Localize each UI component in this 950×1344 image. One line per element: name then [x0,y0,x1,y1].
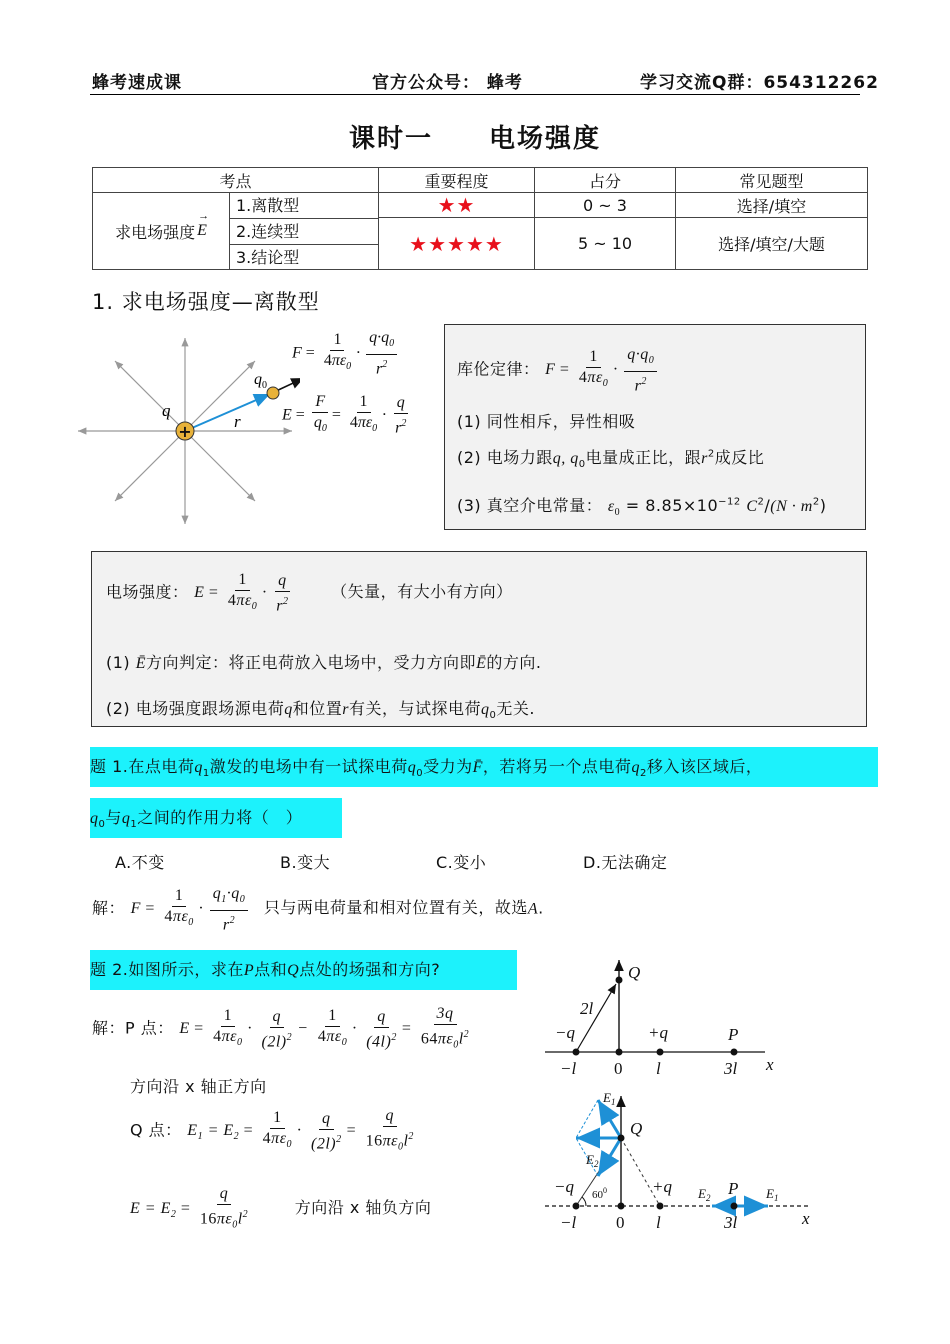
table-header-row [93,168,868,193]
fig3-E1: $E_1$ [603,1090,616,1107]
q-label: q [162,401,171,420]
fig2-2l: 2l [580,999,594,1018]
stars-discrete: ★★ [379,193,535,218]
field-line-1: (1) Ē方向判定：将正电荷放入电场中，受力方向即Ē的方向. [106,653,542,672]
lesson-title: 课时一 电场强度 [348,124,601,154]
stars-continuous: ★★★★★ [379,218,535,270]
field-formula-fig: E = $\frac{F}{q_0}$ = $\frac{1}{4\pi\varepsilon_0}$ · $\frac{q}{r^2}$ [282,393,407,437]
fig2-l: l [656,1059,661,1078]
problem1-line2: $q_0$与$q_1$之间的作用力将（ ） [90,798,342,838]
fig3-minus-q: −q [554,1177,574,1196]
plus-sign: + [178,422,192,441]
table-row [93,193,868,218]
fig3-Q: Q [630,1119,643,1138]
topic-continuous: 2.连续型 [230,219,378,245]
topic-discrete: 1.离散型 [230,193,378,219]
fig3-neg-l: −l [560,1213,577,1232]
group-cell [93,193,379,270]
coulomb-item-2: (2) 电场力跟q, $q_0$电量成正比，跟$r^2$成反比 [457,448,765,471]
fig3-x: x [802,1209,810,1228]
coulomb-box [444,324,866,530]
q-point-solution: Q 点： $E_1 = E_2$ = $\frac{1}{4\pi\varepsilon_0}$ · $\frac{q}{(2l)^2}$ = $\frac{q}{16\pi\varepsilon_0l^2}$ [130,1107,414,1153]
q0-label: $q_0$ [254,371,267,391]
fig3-3l: 3l [724,1213,738,1232]
fig2-P: P [728,1025,739,1044]
fig3-l: l [656,1213,661,1232]
types-discrete: 选择/填空 [676,193,868,218]
th-types: 常见题型 [676,168,868,193]
section-heading: 1. 求电场强度—离散型 [92,290,320,314]
r-label: r [234,412,241,431]
header-divider [90,94,860,95]
fig3-E2-right: $E_2$ [698,1186,711,1203]
q-point-result: $E = E_2$ = $\frac{q}{16\pi\varepsilon_0l^2}$ 方向沿 x 轴负方向 [130,1185,432,1231]
types-continuous: 选择/填空/大题 [676,218,868,270]
th-topic: 考点 [93,168,379,193]
field-line-2: (2) 电场强度跟场源电荷q和位置r有关，与试探电荷$q_0$无关. [106,699,535,722]
fig3-plus-q: +q [652,1177,672,1196]
coulomb-law-line: 库伦定律： F = $\frac{1}{4\pi\varepsilon_0}$ · $\frac{q\cdot q_0}{r^2}$ [457,345,659,397]
fig3-E2: $E_2$ [586,1152,599,1169]
problem1-solution: 解： F = $\frac{1}{4\pi\varepsilon_0}$ · $\frac{q_1\cdot q_0}{r^2}$ 只与两电荷量和相对位置有关，故选A. [92,885,544,934]
topic-table [92,167,868,270]
field-strength-box [91,551,867,727]
th-score: 占分 [535,168,676,193]
problem2-figure [540,950,790,1080]
group-label: 求电场强度 [115,222,196,242]
r-vector [185,394,270,431]
p-point-solution: 解：P 点： E = $\frac{1}{4\pi\varepsilon_0}$ · $\frac{q}{(2l)^2}$ − $\frac{1}{4\pi\varepsilon_0}$ · $\frac{q}{(4l)^2}$ = $\frac{3q}{64\pi\varepsilon_0l^2}$ [92,1005,470,1051]
distance-2l-arrow [576,984,616,1052]
fig2-Q: Q [628,963,641,982]
problem1-line1: 题 1.在点电荷$q_1$激发的电场中有一试探电荷$q_0$受力为F̄，若将另一个点电荷$q_2$移入该区域后， [90,747,878,787]
option-d: D.无法确定 [583,853,668,872]
score-discrete: 0 ~ 3 [535,193,676,218]
fig3-angle: $60^0$ [592,1186,607,1201]
option-a: A.不变 [115,853,165,872]
test-charge [267,387,279,399]
score-continuous: 5 ~ 10 [535,218,676,270]
fig2-plus-q: +q [648,1023,668,1042]
header-left: 蜂考速成课 [92,73,182,93]
topic-conclusion: 3.结论型 [236,248,300,267]
header-center: 官方公众号： 蜂考 [372,73,523,93]
fig2-3l: 3l [724,1059,738,1078]
fig3-P: P [728,1179,739,1198]
coulomb-item-1: (1) 同性相斥，异性相吸 [457,412,636,431]
fig2-zero: 0 [614,1059,623,1078]
fig3-E1-right: $E_1$ [766,1186,779,1203]
problem2-vector-figure [540,1086,820,1236]
coulomb-formula: F = $\frac{1}{4\pi\varepsilon_0}$ · $\frac{q\cdot q_0}{r^2}$ [292,328,399,380]
coulomb-item-3: (3) 真空介电常量： $\varepsilon_0 = 8.85\times 10^{-12}$ $C^2/(N \cdot m^2)$ [457,496,827,519]
fig2-neg-l: −l [560,1059,577,1078]
th-importance: 重要程度 [379,168,535,193]
field-def-line: 电场强度： E = $\frac{1}{4\pi\varepsilon_0}$ · $\frac{q}{r^2}$ （矢量，有大小有方向） [106,571,513,615]
fig2-minus-q: −q [555,1023,575,1042]
point-charge-field-figure [70,330,300,530]
option-c: C.变小 [436,853,487,872]
option-b: B.变大 [280,853,331,872]
vector-e: → E [197,210,210,239]
header-right: 学习交流Q群：654312262 [640,73,879,93]
p-direction: 方向沿 x 轴正方向 [130,1077,267,1096]
fig3-zero: 0 [616,1213,625,1232]
fig2-x: x [766,1055,774,1074]
problem2-title: 题 2.如图所示，求在P点和Q点处的场强和方向? [90,950,517,990]
